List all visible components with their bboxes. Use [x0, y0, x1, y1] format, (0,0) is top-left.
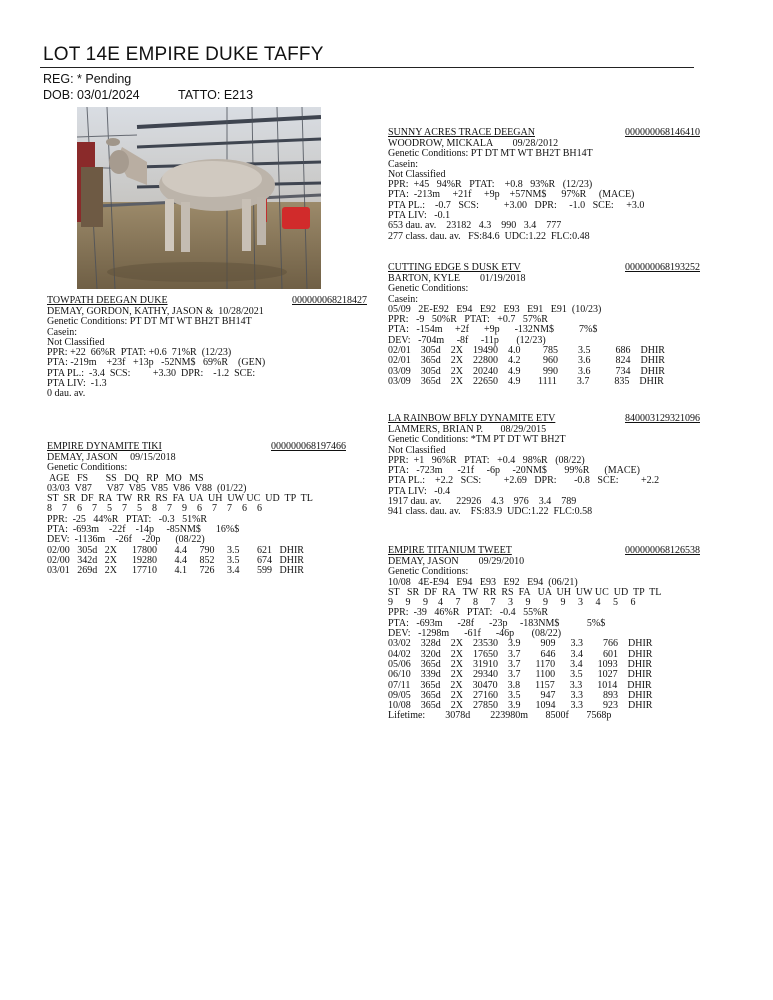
dam-sire-details	[388, 425, 700, 518]
detail-line: PTA: -693m -22f -14p -85NM$ 16%$	[47, 524, 240, 536]
detail-line: 277 class. dau. av. FS:84.6 UDC:1.22 FLC:0.48	[388, 230, 590, 242]
detail-line: DEMAY, JASON 09/15/2018	[47, 452, 176, 463]
lot-title: LOT 14E EMPIRE DUKE TAFFY	[43, 44, 324, 65]
sire-sire-name: SUNNY ACRES TRACE DEEGAN	[388, 127, 535, 138]
date-of-birth: DOB: 03/01/2024	[43, 88, 140, 102]
registration-status: REG: * Pending	[43, 72, 132, 86]
detail-line: BARTON, KYLE 01/19/2018	[388, 273, 526, 284]
dam-sire-name: LA RAINBOW BFLY DYNAMITE ETV	[388, 413, 556, 424]
detail-line: DEV: -1298m -61f -46p (08/22)	[388, 628, 562, 640]
detail-line: DEV: -704m -8f -11p (12/23)	[388, 334, 546, 346]
dam-sire-pedigree-block	[388, 414, 700, 518]
detail-line: 941 class. dau. av. FS:83.9 UDC:1.22 FLC:0.58	[388, 506, 593, 518]
detail-line: PTA LIV: -1.3	[47, 378, 107, 390]
detail-line: Genetic Conditions: *TM PT DT WT BH2T	[388, 434, 566, 446]
detail-line: 07/11 365d 2X 30470 3.8 1157 3.3 1014 DHIR	[388, 679, 652, 691]
detail-line: Genetic Conditions: PT DT MT WT BH2T BH14T	[388, 148, 593, 160]
sire-sire-pedigree-block	[388, 128, 700, 242]
detail-line: 10/08 365d 2X 27850 3.9 1094 3.3 923 DHIR	[388, 700, 653, 712]
detail-line: ST SR DF RA TW RR RS FA UA UH UW UC UD TP TL	[47, 493, 313, 505]
detail-line: PPR: -9 50%R PTAT: +0.7 57%R	[388, 314, 548, 326]
detail-line: PPR: +45 94%R PTAT: +0.8 93%R (12/23)	[388, 179, 593, 191]
detail-line: 03/03 V87 V87 V85 V85 V86 V88 (01/22)	[47, 482, 247, 494]
sire-dam-details	[388, 274, 700, 387]
detail-line: WOODROW, MICKALA 09/28/2012	[388, 138, 559, 149]
sire-sire-registration-id: 000000068146410	[625, 127, 700, 138]
detail-line: Casein:	[47, 326, 77, 338]
detail-line: 04/02 320d 2X 17650 3.7 646 3.4 601 DHIR	[388, 648, 653, 660]
detail-line: Casein:	[388, 158, 418, 170]
detail-line: PTA PL.: +2.2 SCS: +2.69 DPR: -0.8 SCE: +2.2	[388, 475, 660, 487]
detail-line: 03/02 328d 2X 23530 3.9 909 3.3 766 DHIR	[388, 638, 653, 650]
detail-line: AGE FS SS DQ RP MO MS	[47, 472, 204, 484]
sire-dam-name: CUTTING EDGE S DUSK ETV	[388, 262, 521, 273]
detail-line: 05/09 2E-E92 E94 E92 E93 E91 E91 (10/23)	[388, 303, 602, 315]
detail-line: Genetic Conditions:	[388, 283, 469, 295]
detail-line: Casein:	[388, 293, 418, 305]
dam-name: EMPIRE DYNAMITE TIKI	[47, 441, 162, 452]
detail-line: PTA: -219m +23f +13p -52NM$ 69%R (GEN)	[47, 357, 266, 369]
detail-line: 03/09 305d 2X 20240 4.9 990 3.6 734 DHIR	[388, 365, 665, 377]
sire-name: TOWPATH DEEGAN DUKE	[47, 295, 168, 306]
detail-line: PTA LIV: -0.1	[388, 210, 451, 222]
detail-line: 1917 dau. av. 22926 4.3 976 3.4 789	[388, 496, 577, 508]
detail-line: DEMAY, GORDON, KATHY, JASON & 10/28/2021	[47, 306, 264, 317]
detail-line: 09/05 365d 2X 27160 3.5 947 3.3 893 DHIR	[388, 689, 653, 701]
detail-line: PTA: -154m +2f +9p -132NM$ 7%$	[388, 324, 598, 336]
dam-details	[47, 453, 346, 577]
detail-line: 02/00 342d 2X 19280 4.4 852 3.5 674 DHIR	[47, 554, 304, 566]
detail-line: PPR: -39 46%R PTAT: -0.4 55%R	[388, 607, 549, 619]
detail-line: Not Classified	[388, 168, 446, 180]
dam-sire-registration-id: 840003129321096	[625, 413, 700, 424]
sire-registration-id: 000000068218427	[292, 295, 367, 306]
sire-dam-pedigree-block	[388, 263, 700, 387]
detail-line: PTA: -693m -28f -23p -183NM$ 5%$	[388, 617, 606, 629]
detail-line: ST SR DF RA TW RR RS FA UA UH UW UC UD TP TL	[388, 586, 662, 598]
detail-line: LAMMERS, BRIAN P. 08/29/2015	[388, 424, 547, 435]
detail-line: Genetic Conditions: PT DT MT WT BH2T BH14T	[47, 316, 252, 328]
detail-line: PTA: -213m +21f +9p +57NM$ 97%R (MACE)	[388, 189, 635, 201]
calf-in-pen-photo	[77, 107, 321, 289]
sire-dam-registration-id: 000000068193252	[625, 262, 700, 273]
dam-dam-registration-id: 000000068126538	[625, 545, 700, 556]
detail-line: 02/01 305d 2X 19490 4.0 785 3.5 686 DHIR	[388, 345, 665, 357]
sire-sire-details	[388, 139, 700, 242]
detail-line: 10/08 4E-E94 E94 E93 E92 E94 (06/21)	[388, 576, 578, 588]
detail-line: 03/01 269d 2X 17710 4.1 726 3.4 599 DHIR	[47, 565, 304, 577]
detail-line: Genetic Conditions:	[388, 566, 469, 578]
detail-line: PTA PL.: -0.7 SCS: +3.00 DPR: -1.0 SCE: +3.0	[388, 199, 645, 211]
detail-line: Not Classified	[47, 336, 105, 348]
detail-line: PPR: +1 96%R PTAT: +0.4 98%R (08/22)	[388, 454, 585, 466]
detail-line: 03/09 365d 2X 22650 4.9 1111 3.7 835 DHIR	[388, 375, 664, 387]
detail-line: PPR: -25 44%R PTAT: -0.3 51%R	[47, 513, 208, 525]
detail-line: 9 9 9 4 7 8 7 3 9 9 9 3 4 5 6	[388, 597, 636, 609]
detail-line: Lifetime: 3078d 223980m 8500f 7568p	[388, 710, 612, 722]
dam-registration-id: 000000068197466	[271, 441, 346, 452]
detail-line: 0 dau. av.	[47, 388, 86, 400]
sire-details	[47, 307, 367, 400]
dam-dam-name: EMPIRE TITANIUM TWEET	[388, 545, 512, 556]
detail-line: DEMAY, JASON 09/29/2010	[388, 556, 525, 567]
detail-line: 02/01 365d 2X 22800 4.2 960 3.6 824 DHIR	[388, 355, 665, 367]
dam-pedigree-block	[47, 442, 346, 577]
sire-pedigree-block	[47, 296, 367, 400]
detail-line: PTA PL.: -3.4 SCS: +3.30 DPR: -1.2 SCE:	[47, 367, 256, 379]
detail-line: 653 dau. av. 23182 4.3 990 3.4 777	[388, 220, 562, 232]
detail-line: PPR: +22 66%R PTAT: +0.6 71%R (12/23)	[47, 347, 232, 359]
dam-dam-pedigree-block	[388, 546, 700, 722]
detail-line: Not Classified	[388, 444, 446, 456]
detail-line: PTA LIV: -0.4	[388, 485, 451, 497]
detail-line: 02/00 305d 2X 17800 4.4 790 3.5 621 DHIR	[47, 544, 304, 556]
detail-line: 05/06 365d 2X 31910 3.7 1170 3.4 1093 DHIR	[388, 658, 653, 670]
detail-line: Genetic Conditions:	[47, 462, 128, 474]
detail-line: DEV: -1136m -26f -20p (08/22)	[47, 534, 205, 546]
detail-line: PTA: -723m -21f -6p -20NM$ 99%R (MACE)	[388, 465, 640, 477]
title-divider	[40, 67, 694, 68]
detail-line: 8 7 6 7 5 7 5 8 7 9 6 7 7 6 6	[47, 503, 262, 515]
detail-line: 06/10 339d 2X 29340 3.7 1100 3.5 1027 DHIR	[388, 669, 653, 681]
dam-dam-details	[388, 557, 700, 722]
tattoo-number: TATTO: E213	[178, 88, 254, 102]
calf-photo	[77, 107, 321, 289]
